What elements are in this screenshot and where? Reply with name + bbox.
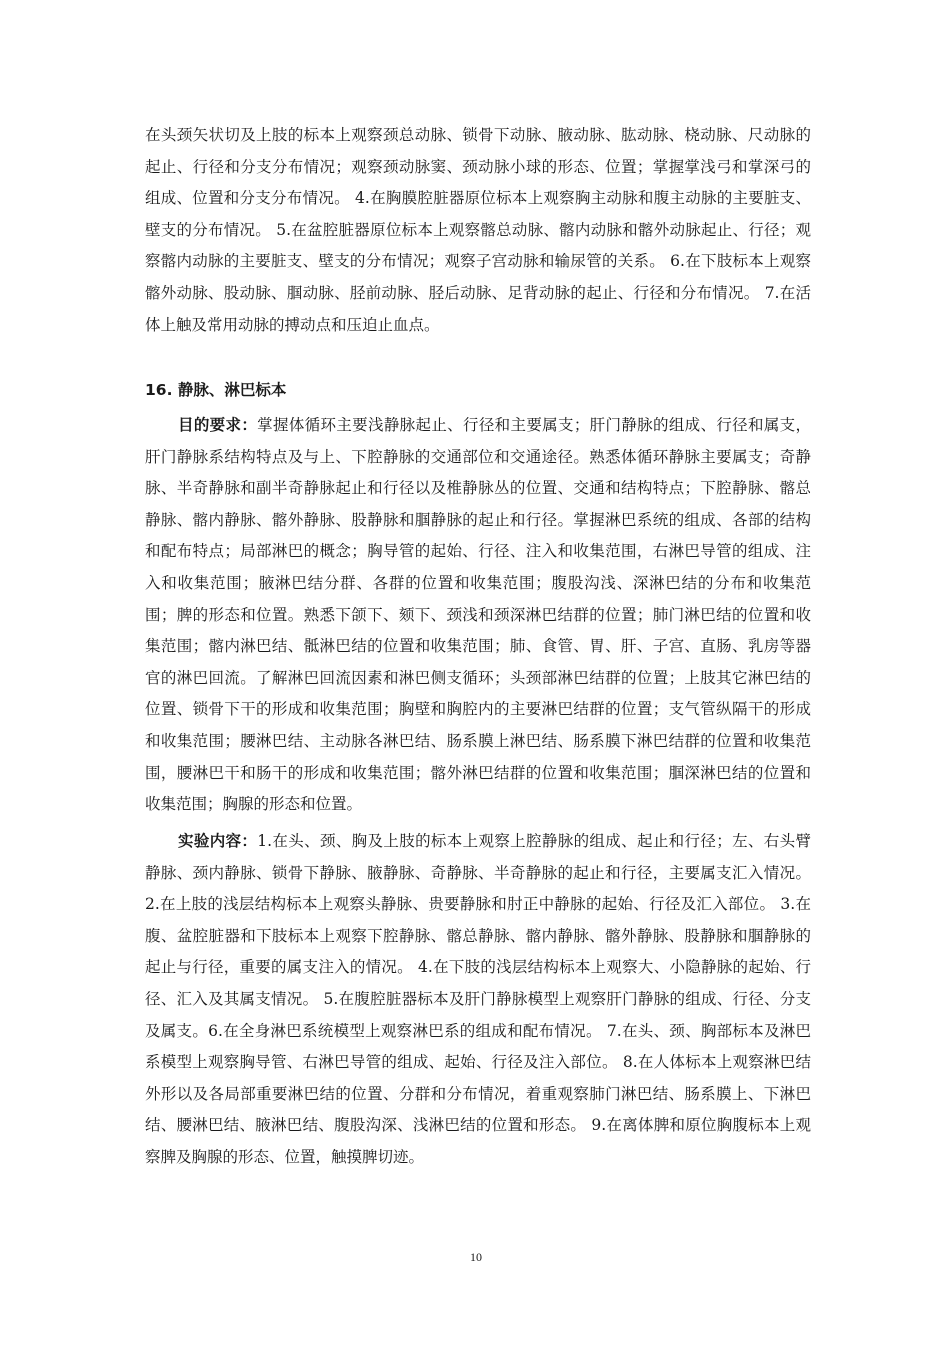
page-number: 10 <box>470 1250 482 1264</box>
paragraph-experiment <box>145 826 811 1174</box>
paragraph-objectives <box>145 410 811 821</box>
objectives-label: 目的要求： <box>178 416 258 434</box>
section-heading: 16. 静脉、淋巴标本 <box>145 381 287 399</box>
experiment-text: 1.在头、颈、胸及上肢的标本上观察上腔静脉的组成、起止和行径；左、右头臂静脉、颈内静脉、锁骨下静脉、腋静脉、奇静脉、半奇静脉的起止和行径，主要属支汇入情况。 2.在上肢的浅层结构标本上观察头静脉、贵要静脉和肘正中静脉的起始、行径及汇入部位。 3.在腹、盆腔脏器和下肢标本上观察下腔静脉、髂总静脉、髂内静脉、髂外静脉、股静脉和腘静脉的起止与行径，重要的属支注入的情况。 4.在下肢的浅层结构标本上观察大、小隐静脉的起始、行径、汇入及其属支情况。 5.在腹腔脏器标本及肝门静脉模型上观察肝门静脉的组成、行径、分支及属支。6.在全身淋巴系统模型上观察淋巴系的组成和配布情况。 7.在头、颈、胸部标本及淋巴系模型上观察胸导管、右淋巴导管的组成、起始、行径及注入部位。 8.在人体标本上观察淋巴结外形以及各局部重要淋巴结的位置、分群和分布情况，着重观察肺门淋巴结、肠系膜上、下淋巴结、腰淋巴结、腋淋巴结、腹股沟深、浅淋巴结的位置和形态。 9.在离体脾和原位胸腹标本上观察脾及胸腺的形态、位置，触摸脾切迹。 <box>145 832 811 1166</box>
paragraph-arteries: 在头颈矢状切及上肢的标本上观察颈总动脉、锁骨下动脉、腋动脉、肱动脉、桡动脉、尺动脉的起止、行径和分支分布情况；观察颈动脉窦、颈动脉小球的形态、位置；掌握掌浅弓和掌深弓的组成、位置和分支分布情况。 4.在胸膜腔脏器原位标本上观察胸主动脉和腹主动脉的主要脏支、壁支的分布情况。 5.在盆腔脏器原位标本上观察髂总动脉、髂内动脉和髂外动脉起止、行径；观察髂内动脉的主要脏支、壁支的分布情况；观察子宫动脉和输尿管的关系。 6.在下肢标本上观察髂外动脉、股动脉、腘动脉、胫前动脉、胫后动脉、足背动脉的起止、行径和分布情况。 7.在活体上触及常用动脉的搏动点和压迫止血点。 <box>145 126 811 334</box>
objectives-text: 掌握体循环主要浅静脉起止、行径和主要属支；肝门静脉的组成、行径和属支，肝门静脉系结构特点及与上、下腔静脉的交通部位和交通途径。熟悉体循环静脉主要属支；奇静脉、半奇静脉和副半奇静脉起止和行径以及椎静脉丛的位置、交通和结构特点；下腔静脉、髂总静脉、髂内静脉、髂外静脉、股静脉和腘静脉的起止和行径。掌握淋巴系统的组成、各部的结构和配布特点；局部淋巴的概念；胸导管的起始、行径、注入和收集范围，右淋巴导管的组成、注入和收集范围；腋淋巴结分群、各群的位置和收集范围；腹股沟浅、深淋巴结的分布和收集范围；脾的形态和位置。熟悉下颌下、颏下、颈浅和颈深淋巴结群的位置；肺门淋巴结的位置和收集范围；髂内淋巴结、骶淋巴结的位置和收集范围；肺、食管、胃、肝、子宫、直肠、乳房等器官的淋巴回流。了解淋巴回流因素和淋巴侧支循环；头颈部淋巴结群的位置；上肢其它淋巴结的位置、锁骨下干的形成和收集范围；胸壁和胸腔内的主要淋巴结群的位置；支气管纵隔干的形成和收集范围；腰淋巴结、主动脉各淋巴结、肠系膜上淋巴结、肠系膜下淋巴结群的位置和收集范围，腰淋巴干和肠干的形成和收集范围；髂外淋巴结群的位置和收集范围；腘深淋巴结的位置和收集范围；胸腺的形态和位置。 <box>145 416 811 814</box>
experiment-label: 实验内容： <box>178 832 258 850</box>
